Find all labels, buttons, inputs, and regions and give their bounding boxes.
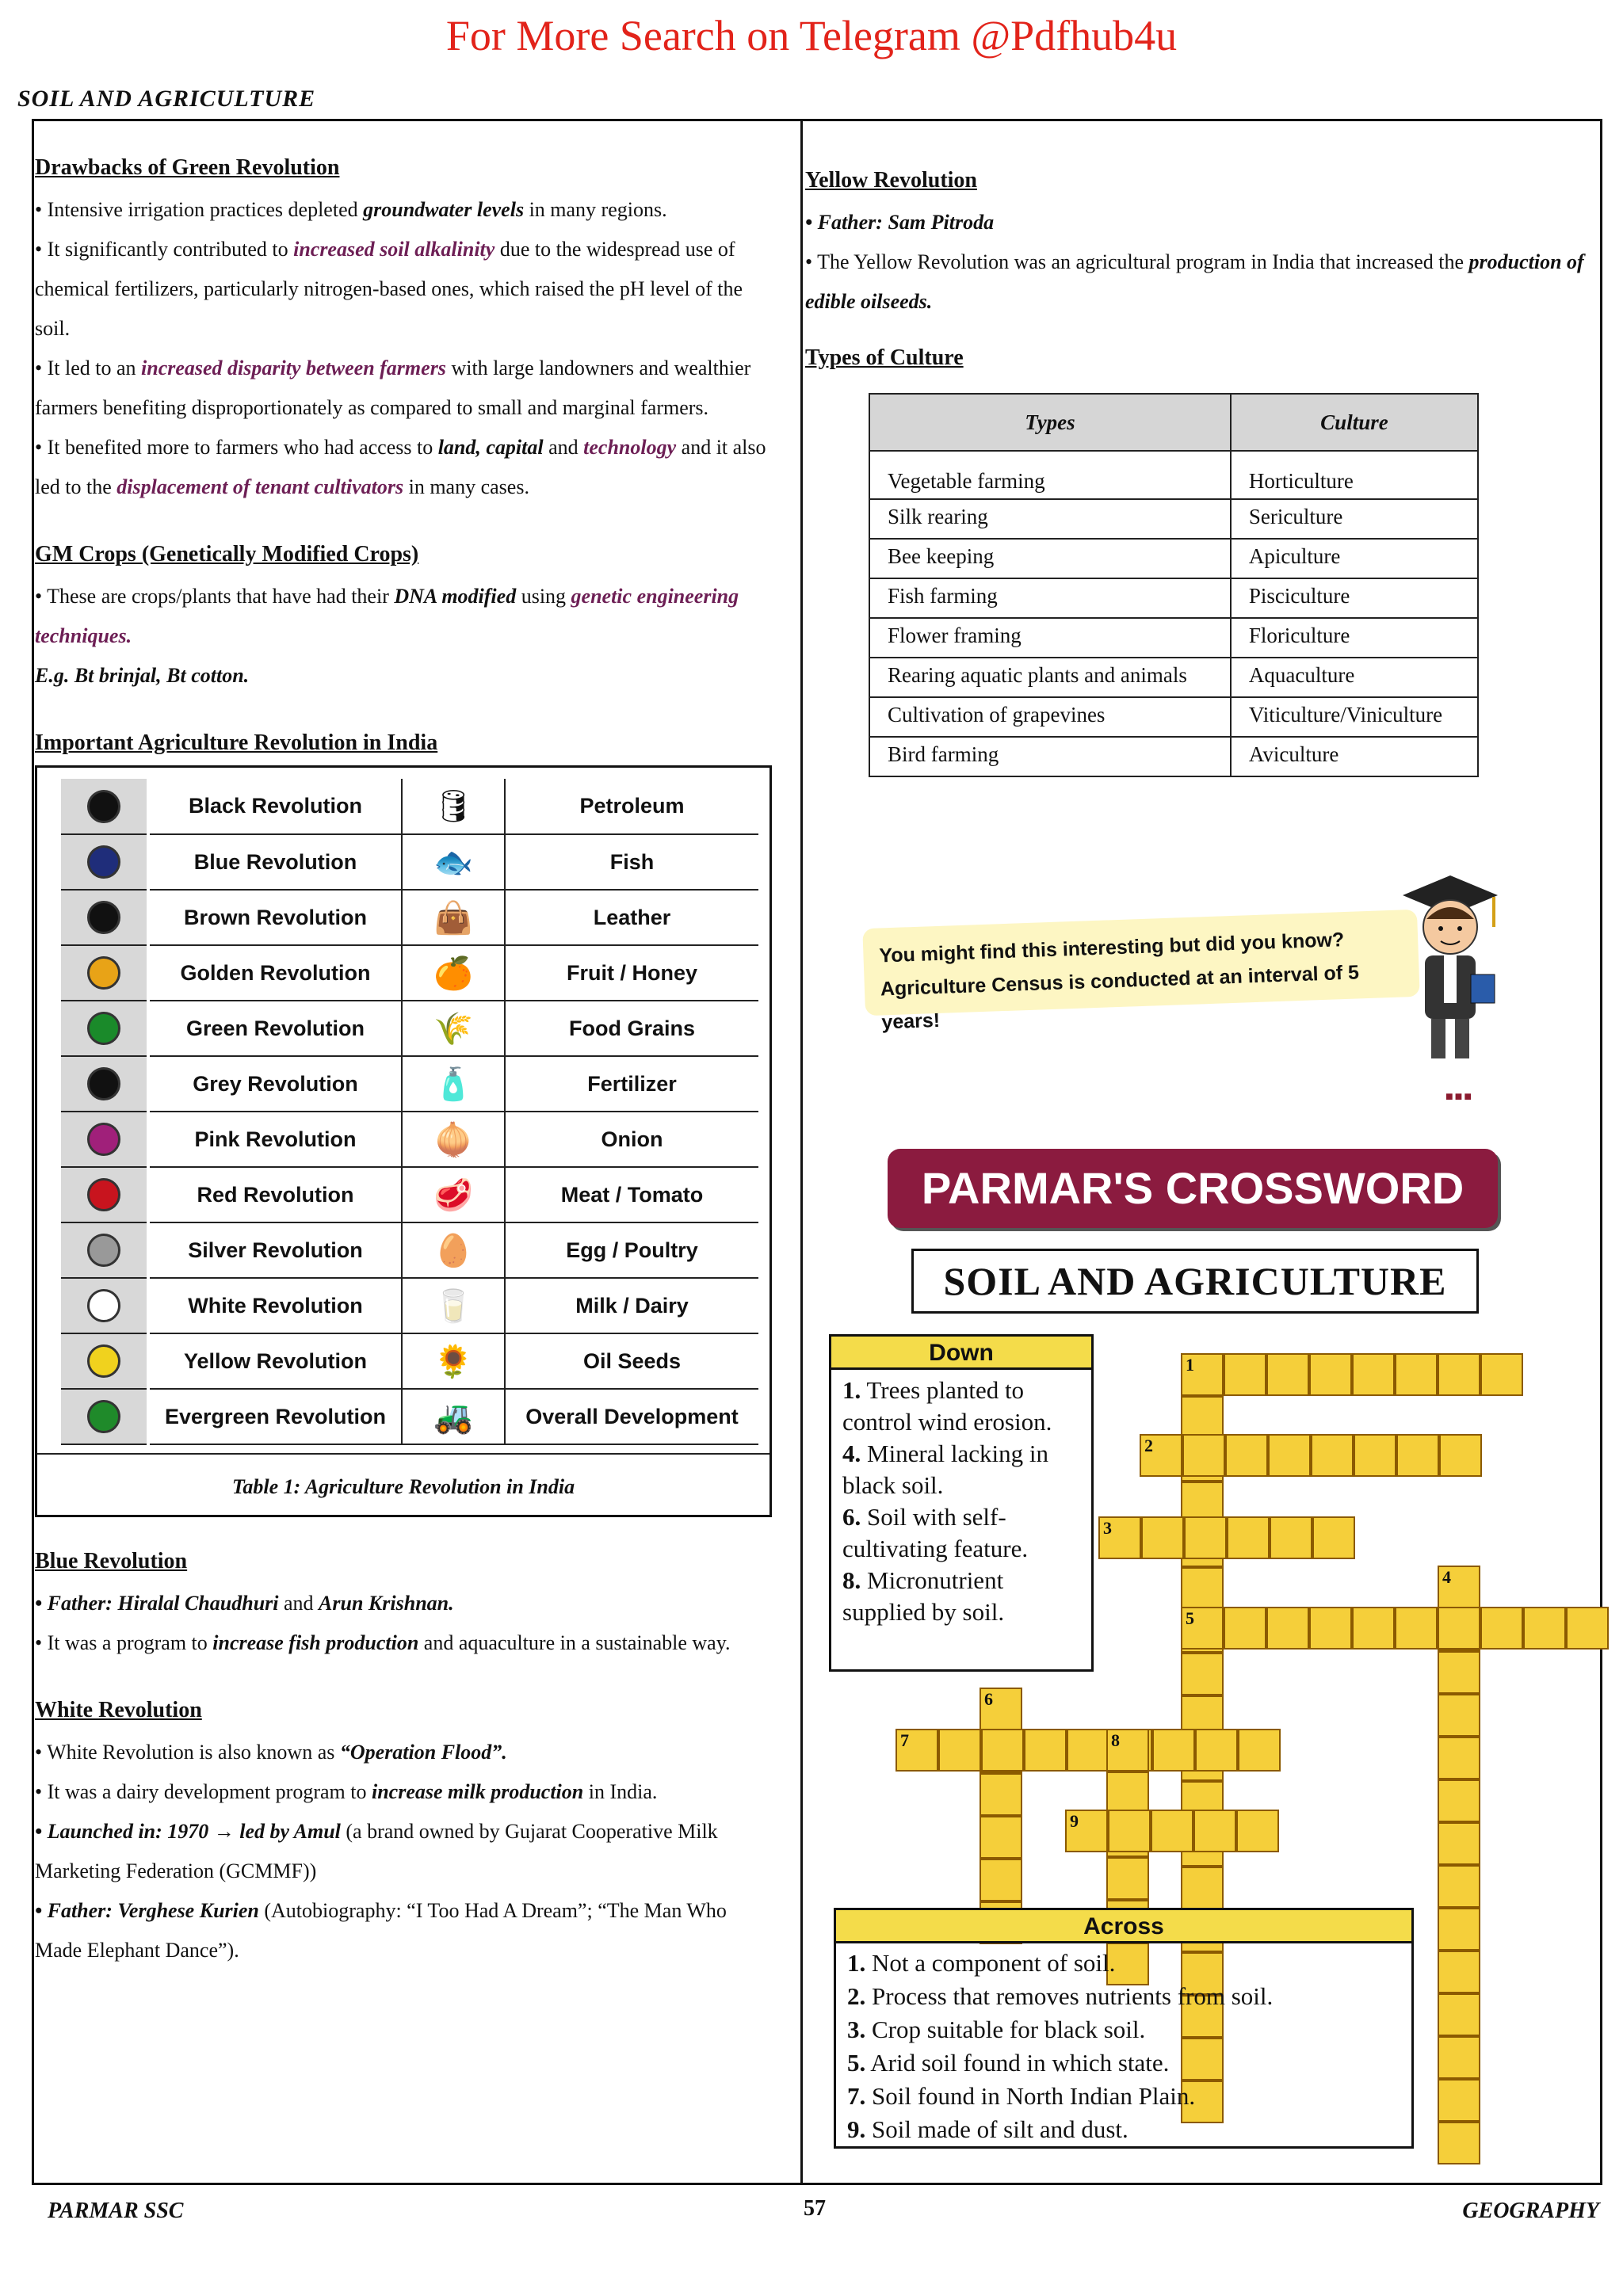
- crossword-cell[interactable]: [1182, 1434, 1225, 1477]
- culture-name: Horticulture: [1231, 451, 1478, 499]
- culture-row: [869, 451, 1478, 499]
- did-you-know-box: [862, 910, 1419, 1034]
- grid-number: 4: [1442, 1567, 1451, 1587]
- revolution-color-dot: [61, 890, 148, 945]
- grid-number: 6: [984, 1689, 993, 1709]
- crossword-cell[interactable]: [1106, 1772, 1149, 1814]
- crossword-cell[interactable]: [1395, 1607, 1438, 1650]
- revolution-name: Golden Revolution: [148, 945, 402, 1001]
- grid-number: 2: [1144, 1436, 1153, 1455]
- clue-number: 6.: [842, 1503, 861, 1531]
- left-column: [35, 155, 772, 2005]
- crossword-cell[interactable]: [1193, 1810, 1236, 1852]
- revolution-name: Blue Revolution: [148, 834, 402, 890]
- drawback-bullet-1: • Intensive irrigation practices depleted groundwater levels in many regions.: [35, 198, 667, 221]
- revolution-product: Oil Seeds: [505, 1333, 758, 1389]
- revolution-table-caption: Table 1: Agriculture Revolution in India: [37, 1453, 769, 1515]
- across-heading: Across: [836, 1910, 1411, 1943]
- crossword-cell[interactable]: [1566, 1607, 1609, 1650]
- revolution-row: [61, 890, 758, 945]
- crossword-cell[interactable]: [1438, 1694, 1480, 1737]
- revolution-name: Brown Revolution: [148, 890, 402, 945]
- crossword-title: PARMAR'S CROSSWORD: [888, 1149, 1498, 1228]
- revolution-name: Silver Revolution: [148, 1222, 402, 1278]
- culture-row: [869, 499, 1478, 539]
- crossword-cell[interactable]: [1141, 1516, 1184, 1559]
- crossword-cell[interactable]: [1438, 1353, 1480, 1396]
- revolution-name: Yellow Revolution: [148, 1333, 402, 1389]
- revolution-name: Evergreen Revolution: [148, 1389, 402, 1444]
- crossword-cell[interactable]: [938, 1729, 981, 1772]
- culture-row: [869, 578, 1478, 618]
- decorative-squares: ■■■: [1445, 1090, 1473, 1104]
- clue-text: Mineral lacking in black soil.: [842, 1440, 1048, 1499]
- clue-number: 1.: [842, 1376, 861, 1404]
- across-clue: [836, 1947, 1411, 1980]
- revolution-color-dot: [61, 779, 148, 834]
- color-dot: [87, 790, 120, 823]
- color-dot: [87, 1067, 120, 1100]
- culture-type: Bee keeping: [869, 539, 1231, 578]
- fertilizer-bag-icon: 🧴: [402, 1056, 505, 1112]
- blue-father: • Father: Hiralal Chaudhuri and Arun Krishnan.: [35, 1592, 454, 1615]
- crossword-cell[interactable]: [980, 1859, 1022, 1901]
- revolution-color-dot: [61, 1056, 148, 1112]
- across-clue: [836, 2013, 1411, 2046]
- grid-number: 1: [1186, 1355, 1194, 1375]
- crossword-cell[interactable]: [1024, 1729, 1067, 1772]
- culture-row: [869, 658, 1478, 697]
- crossword-cell[interactable]: [1236, 1810, 1279, 1852]
- gm-crops-section: [35, 542, 772, 696]
- white-bullet-3: • Launched in: 1970 → led by Amul (a brand owned by Gujarat Cooperative Milk Marketing Federation (GCMMF)): [35, 1820, 718, 1882]
- culture-type: Vegetable farming: [869, 451, 1231, 499]
- crossword-cell[interactable]: [1270, 1516, 1312, 1559]
- white-bullet-2: • It was a dairy development program to increase milk production in India.: [35, 1780, 658, 1803]
- right-column: [805, 168, 1598, 777]
- crossword-cell[interactable]: [1523, 1607, 1566, 1650]
- revolution-table: [61, 779, 758, 1445]
- culture-row: [869, 697, 1478, 737]
- leather-icon: 👜: [402, 890, 505, 945]
- clue-number: 9.: [847, 2115, 866, 2143]
- crossword-cell[interactable]: [1266, 1607, 1309, 1650]
- white-revolution-section: [35, 1698, 772, 1970]
- footer-publisher: PARMAR SSC: [48, 2199, 184, 2223]
- revolution-row: [61, 1112, 758, 1167]
- revolution-color-dot: [61, 834, 148, 890]
- grid-number: 7: [900, 1730, 909, 1750]
- seeds-icon: 🌻: [402, 1333, 505, 1389]
- culture-name: Pisciculture: [1231, 578, 1478, 618]
- across-clue: [836, 2113, 1411, 2146]
- color-dot: [87, 1400, 120, 1433]
- blue-revolution-section: [35, 1549, 772, 1663]
- graduate-student-icon: [1395, 864, 1506, 1070]
- crossword-cell[interactable]: [1108, 1810, 1151, 1852]
- culture-row: [869, 539, 1478, 578]
- crossword-cell[interactable]: [980, 1773, 1022, 1816]
- drawback-bullet-2: • It significantly contributed to increased soil alkalinity due to the widespread use of chemical fertilizers, particularly nitrogen-based ones, which raised the pH level of the soil.: [35, 238, 743, 340]
- grid-number: 9: [1070, 1811, 1079, 1831]
- down-heading: Down: [831, 1337, 1091, 1370]
- revolution-color-dot: [61, 1001, 148, 1056]
- color-dot: [87, 1289, 120, 1322]
- clue-text: Trees planted to control wind erosion.: [842, 1376, 1052, 1436]
- white-bullet-1: • White Revolution is also known as “Operation Flood”.: [35, 1741, 507, 1764]
- dyk-line-2: Agriculture Census is conducted at an interval of 5 years!: [880, 961, 1360, 1034]
- crossword-cell[interactable]: [1480, 1607, 1523, 1650]
- revolution-product: Fruit / Honey: [505, 945, 758, 1001]
- culture-type: Fish farming: [869, 578, 1231, 618]
- crossword-subtitle: SOIL AND AGRICULTURE: [911, 1249, 1479, 1314]
- culture-name: Apiculture: [1231, 539, 1478, 578]
- color-dot: [87, 1178, 120, 1211]
- clue-number: 5.: [847, 2049, 866, 2077]
- across-clues-box: [834, 1908, 1414, 2149]
- clue-text: Soil with self-cultivating feature.: [842, 1503, 1029, 1562]
- grid-number: 8: [1111, 1730, 1120, 1750]
- clue-text: Process that removes nutrients from soil.: [872, 1982, 1274, 2010]
- revolution-color-dot: [61, 945, 148, 1001]
- culture-type: Rearing aquatic plants and animals: [869, 658, 1231, 697]
- crossword-cell[interactable]: [1438, 1908, 1480, 1951]
- clue-text: Arid soil found in which state.: [870, 2049, 1170, 2077]
- revolution-color-dot: [61, 1167, 148, 1222]
- gm-example: E.g. Bt brinjal, Bt cotton.: [35, 664, 250, 687]
- crossword-cell[interactable]: [1181, 1653, 1224, 1695]
- drawbacks-section: [35, 155, 772, 507]
- revolution-row: [61, 779, 758, 834]
- culture-heading: Types of Culture: [805, 345, 964, 370]
- clue-text: Soil found in North Indian Plain.: [872, 2082, 1196, 2110]
- crossword-cell[interactable]: [1395, 1353, 1438, 1396]
- revolution-row: [61, 1389, 758, 1444]
- crossword-cell[interactable]: [1181, 1867, 1224, 1909]
- crossword-cell[interactable]: [1238, 1729, 1281, 1772]
- revolution-product: Food Grains: [505, 1001, 758, 1056]
- revolution-product: Leather: [505, 890, 758, 945]
- revolution-color-dot: [61, 1278, 148, 1333]
- grid-number: 5: [1186, 1608, 1194, 1628]
- drawback-bullet-3: • It led to an increased disparity between farmers with large landowners and wealthier farmers benefiting disproportionately as compared to small and marginal farmers.: [35, 357, 751, 419]
- clue-number: 4.: [842, 1440, 861, 1467]
- clue-number: 2.: [847, 1982, 866, 2010]
- revolution-product: Milk / Dairy: [505, 1278, 758, 1333]
- drawbacks-heading: Drawbacks of Green Revolution: [35, 155, 340, 180]
- crossword-cell[interactable]: [1438, 1951, 1480, 1993]
- yellow-revolution-section: [805, 168, 1598, 322]
- crossword-cell[interactable]: [1152, 1729, 1195, 1772]
- culture-type: Cultivation of grapevines: [869, 697, 1231, 737]
- down-clues-box: [829, 1334, 1094, 1672]
- crossword-cell[interactable]: [1067, 1729, 1109, 1772]
- crossword-cell[interactable]: [981, 1729, 1024, 1772]
- revolution-product: Fish: [505, 834, 758, 890]
- culture-col-types: Types: [869, 394, 1231, 451]
- milk-bottle-icon: 🥛: [402, 1278, 505, 1333]
- crossword-cell[interactable]: [1224, 1353, 1266, 1396]
- revolution-row: [61, 1333, 758, 1389]
- revolution-product: Petroleum: [505, 779, 758, 834]
- telegram-banner: For More Search on Telegram @Pdfhub4u: [445, 12, 1178, 59]
- yellow-father: • Father: Sam Pitroda: [805, 211, 995, 234]
- culture-row: [869, 737, 1478, 776]
- revolution-name: Red Revolution: [148, 1167, 402, 1222]
- crossword-cell[interactable]: [1195, 1729, 1238, 1772]
- crossword-cell[interactable]: [1438, 1865, 1480, 1908]
- culture-table: [869, 393, 1479, 777]
- crossword-cell[interactable]: [1438, 1737, 1480, 1779]
- white-bullet-4: • Father: Verghese Kurien (Autobiography: “I Too Had A Dream”; “The Man Who Made Elephant Dance”).: [35, 1899, 727, 1962]
- crossword-cell[interactable]: [1312, 1516, 1355, 1559]
- column-divider: [800, 119, 803, 2185]
- crossword-cell[interactable]: [1438, 2122, 1480, 2164]
- crossword-cell[interactable]: [1311, 1434, 1354, 1477]
- grid-number: 3: [1103, 1518, 1112, 1538]
- revolution-color-dot: [61, 1112, 148, 1167]
- eggs-icon: 🥚: [402, 1222, 505, 1278]
- tractor-icon: 🚜: [402, 1389, 505, 1444]
- revolution-color-dot: [61, 1222, 148, 1278]
- blue-program: • It was a program to increase fish production and aquaculture in a sustainable way.: [35, 1631, 731, 1654]
- crossword-cell[interactable]: [1438, 2036, 1480, 2079]
- revolution-name: Green Revolution: [148, 1001, 402, 1056]
- revolution-row: [61, 1278, 758, 1333]
- culture-type: Flower framing: [869, 618, 1231, 658]
- yellow-program: • The Yellow Revolution was an agricultural program in India that increased the production of edible oilseeds.: [805, 250, 1584, 313]
- crossword-cell[interactable]: [1354, 1434, 1396, 1477]
- crossword-cell[interactable]: [1151, 1810, 1193, 1852]
- culture-type: Bird farming: [869, 737, 1231, 776]
- crossword-cell[interactable]: [1352, 1607, 1395, 1650]
- dyk-line-1: You might find this interesting but did you know?: [879, 929, 1345, 967]
- crossword-cell[interactable]: [1396, 1434, 1439, 1477]
- oil-barrel-icon: 🛢: [402, 779, 505, 834]
- color-dot: [87, 956, 120, 990]
- crossword-cell[interactable]: [1438, 1607, 1480, 1650]
- down-clue: [831, 1565, 1091, 1628]
- color-dot: [87, 1012, 120, 1045]
- clue-number: 1.: [847, 1949, 866, 1977]
- culture-name: Floriculture: [1231, 618, 1478, 658]
- onion-icon: 🧅: [402, 1112, 505, 1167]
- clue-number: 7.: [847, 2082, 866, 2110]
- down-clue: [831, 1375, 1091, 1438]
- culture-row: [869, 618, 1478, 658]
- revolution-name: Black Revolution: [148, 779, 402, 834]
- crossword-cell[interactable]: [1309, 1353, 1352, 1396]
- drawback-bullet-4: • It benefited more to farmers who had access to land, capital and technology and it also led to the displacement of tenant cultivators in many cases.: [35, 436, 766, 498]
- gm-bullet: • These are crops/plants that have had their DNA modified using genetic engineering techniques.: [35, 585, 739, 647]
- fish-icon: 🐟: [402, 834, 505, 890]
- culture-col-culture: Culture: [1231, 394, 1478, 451]
- crossword-cell[interactable]: [1438, 1993, 1480, 2036]
- down-clue: [831, 1438, 1091, 1501]
- culture-name: Sericulture: [1231, 499, 1478, 539]
- yellow-revolution-heading: Yellow Revolution: [805, 168, 977, 193]
- crossword-cell[interactable]: [980, 1816, 1022, 1859]
- across-clue: [836, 2080, 1411, 2113]
- crossword-cell[interactable]: [1438, 2079, 1480, 2122]
- crossword-cell[interactable]: [1184, 1516, 1227, 1559]
- culture-name: Viticulture/Viniculture: [1231, 697, 1478, 737]
- fruit-icon: 🍊: [402, 945, 505, 1001]
- crossword-cell[interactable]: [1309, 1607, 1352, 1650]
- revolution-product: Overall Development: [505, 1389, 758, 1444]
- revolutions-heading: Important Agriculture Revolution in India: [35, 730, 438, 755]
- revolution-product: Onion: [505, 1112, 758, 1167]
- crossword-cell[interactable]: [1106, 1857, 1149, 1900]
- crossword-cell[interactable]: [1439, 1434, 1482, 1477]
- revolution-product: Meat / Tomato: [505, 1167, 758, 1222]
- gm-crops-heading: GM Crops (Genetically Modified Crops): [35, 542, 419, 566]
- across-clue: [836, 1980, 1411, 2013]
- color-dot: [87, 845, 120, 879]
- revolution-row: [61, 1056, 758, 1112]
- clue-number: 8.: [842, 1566, 861, 1594]
- footer-page-number: 57: [804, 2196, 826, 2221]
- clue-text: Micronutrient supplied by soil.: [842, 1566, 1005, 1626]
- revolution-color-dot: [61, 1389, 148, 1444]
- crossword-cell[interactable]: [1181, 1567, 1224, 1610]
- clue-number: 3.: [847, 2016, 866, 2043]
- revolution-name: White Revolution: [148, 1278, 402, 1333]
- color-dot: [87, 901, 120, 934]
- revolution-row: [61, 1222, 758, 1278]
- meat-icon: 🥩: [402, 1167, 505, 1222]
- clue-text: Not a component of soil.: [872, 1949, 1116, 1977]
- revolution-color-dot: [61, 1333, 148, 1389]
- footer-subject: GEOGRAPHY: [1462, 2199, 1599, 2223]
- crossword-cell[interactable]: [1438, 1651, 1480, 1694]
- crossword-cell[interactable]: [1266, 1353, 1309, 1396]
- color-dot: [87, 1123, 120, 1156]
- culture-type: Silk rearing: [869, 499, 1231, 539]
- crossword-cell[interactable]: [1227, 1516, 1270, 1559]
- down-clue: [831, 1501, 1091, 1565]
- revolution-product: Egg / Poultry: [505, 1222, 758, 1278]
- across-clue: [836, 2046, 1411, 2080]
- crossword-cell[interactable]: [1224, 1607, 1266, 1650]
- crossword-cell[interactable]: [1438, 1779, 1480, 1822]
- blue-revolution-heading: Blue Revolution: [35, 1549, 188, 1573]
- color-dot: [87, 1344, 120, 1378]
- revolution-row: [61, 1001, 758, 1056]
- clue-text: Crop suitable for black soil.: [872, 2016, 1146, 2043]
- white-revolution-heading: White Revolution: [35, 1698, 202, 1722]
- revolution-table-box: [35, 765, 772, 1517]
- culture-name: Aviculture: [1231, 737, 1478, 776]
- crossword-cell[interactable]: [1225, 1434, 1268, 1477]
- running-head: SOIL AND AGRICULTURE: [17, 86, 316, 112]
- crossword-cell[interactable]: [1480, 1353, 1523, 1396]
- revolution-name: Pink Revolution: [148, 1112, 402, 1167]
- crossword-cell[interactable]: [1352, 1353, 1395, 1396]
- crossword-cell[interactable]: [1181, 1396, 1224, 1439]
- clue-text: Soil made of silt and dust.: [872, 2115, 1128, 2143]
- crossword-cell[interactable]: [1268, 1434, 1311, 1477]
- revolution-product: Fertilizer: [505, 1056, 758, 1112]
- grain-sack-icon: 🌾: [402, 1001, 505, 1056]
- revolution-name: Grey Revolution: [148, 1056, 402, 1112]
- revolution-row: [61, 945, 758, 1001]
- revolution-row: [61, 1167, 758, 1222]
- revolution-row: [61, 834, 758, 890]
- crossword-cell[interactable]: [1438, 1822, 1480, 1865]
- color-dot: [87, 1234, 120, 1267]
- culture-name: Aquaculture: [1231, 658, 1478, 697]
